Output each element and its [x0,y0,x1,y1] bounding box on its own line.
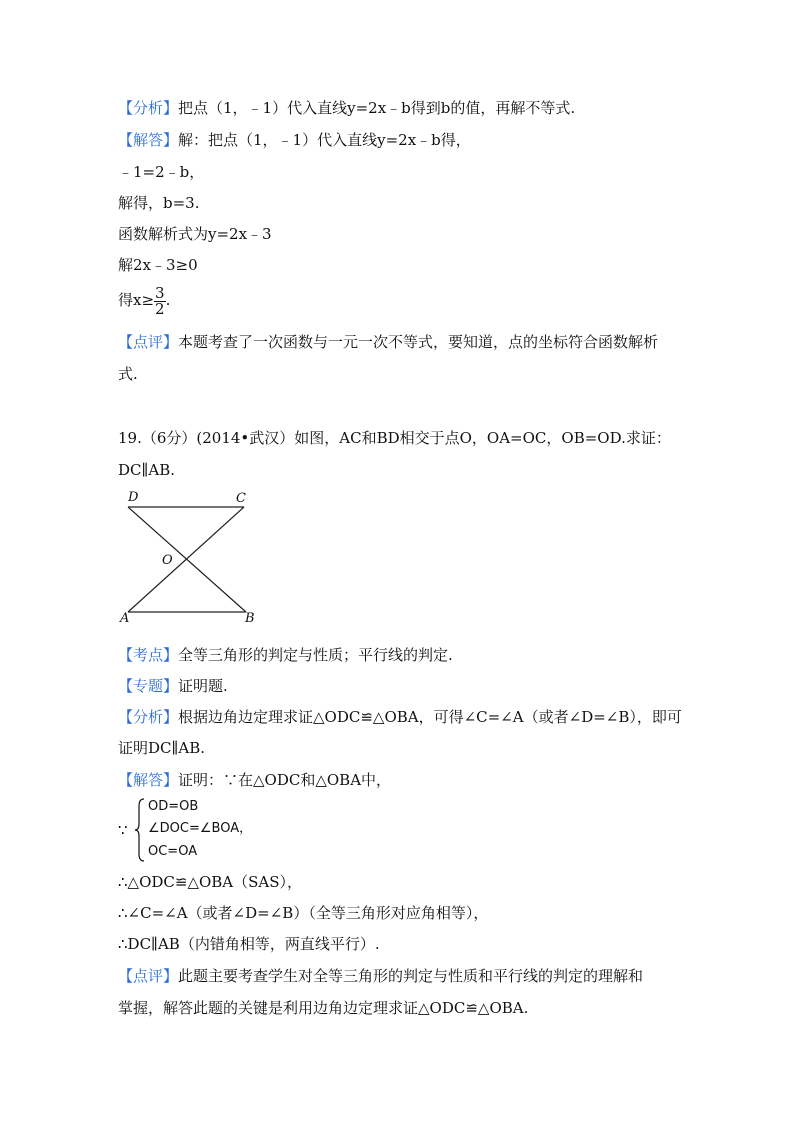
answer-line [118,130,471,150]
comment-line-19 [118,966,643,986]
system-row-2: ∠DOC=∠BOA， [148,821,253,836]
label-c: C [236,491,246,506]
step-line: 解得，b=3. [118,194,200,212]
kaodian-text: 全等三角形的判定与性质；平行线的判定. [178,646,453,664]
label-d: D [128,490,139,505]
fraction-numerator: 3 [155,283,165,302]
fraction-denominator: 2 [155,299,165,318]
comment-text-19: 此题主要考查学生对全等三角形的判定与性质和平行线的判定的理解和 [178,967,644,985]
kaodian-line [118,645,453,665]
answer-line-19 [118,770,391,790]
result-prefix: 得x≥ [118,291,155,309]
label-b: B [245,611,255,626]
kaodian-tag: 【考点】 [118,646,179,664]
result-line [118,284,170,317]
result-suffix: . [165,291,171,309]
label-a: A [120,611,130,626]
analysis-line [118,98,575,118]
comment-tag: 【点评】 [118,333,179,351]
system-row-1: OD=OB [148,799,199,814]
analysis-text-19: 根据边角边定理求证△ODC≌△OBA，可得∠C=∠A（或者∠D=∠B），即可 [178,708,682,726]
comment-line-19-2: 掌握，解答此题的关键是利用边角边定理求证△ODC≌△OBA. [118,999,529,1017]
zhuanti-text: 证明题. [178,677,228,695]
analysis-tag-19: 【分析】 [118,708,179,726]
analysis-line-19-2: 证明DC∥AB. [118,739,206,757]
figure-svg [118,490,258,625]
comment-text: 本题考查了一次函数与一元一次不等式，要知道，点的坐标符合函数解析 [178,333,659,351]
problem-statement-2: DC∥AB. [118,461,176,479]
comment-line [118,332,658,352]
because-symbol: ∵ [118,821,128,839]
label-o: O [162,553,173,568]
comment-line-2: 式. [118,365,138,383]
answer-tag-19: 【解答】 [118,771,179,789]
step-line: 解2x﹣3≥0 [118,256,198,274]
analysis-line-19 [118,707,682,727]
analysis-text: 把点（1，﹣1）代入直线y=2x﹣b得到b的值，再解不等式. [178,99,576,117]
answer-text-19: 证明：∵在△ODC和△OBA中， [178,771,392,789]
conclusion-line: ∴DC∥AB（内错角相等，两直线平行）. [118,935,380,953]
fraction [154,283,166,318]
step-line: 函数解析式为y=2x﹣3 [118,225,272,243]
left-brace-icon [134,798,146,862]
zhuanti-tag: 【专题】 [118,677,179,695]
zhuanti-line [118,676,228,696]
analysis-tag: 【分析】 [118,99,179,117]
geometry-figure [118,490,258,625]
answer-text: 解：把点（1，﹣1）代入直线y=2x﹣b得， [178,131,471,149]
step-line: ﹣1=2﹣b， [118,163,205,181]
answer-tag: 【解答】 [118,131,179,149]
conclusion-line: ∴△ODC≌△OBA（SAS）， [118,873,303,891]
system-row-3: OC=OA [148,844,198,859]
problem-statement: 19.（6分）(2014•武汉）如图，AC和BD相交于点O，OA=OC，OB=OD.求证： [118,429,671,447]
comment-tag-19: 【点评】 [118,967,179,985]
conclusion-line: ∴∠C=∠A（或者∠D=∠B）（全等三角形对应角相等）， [118,904,489,922]
